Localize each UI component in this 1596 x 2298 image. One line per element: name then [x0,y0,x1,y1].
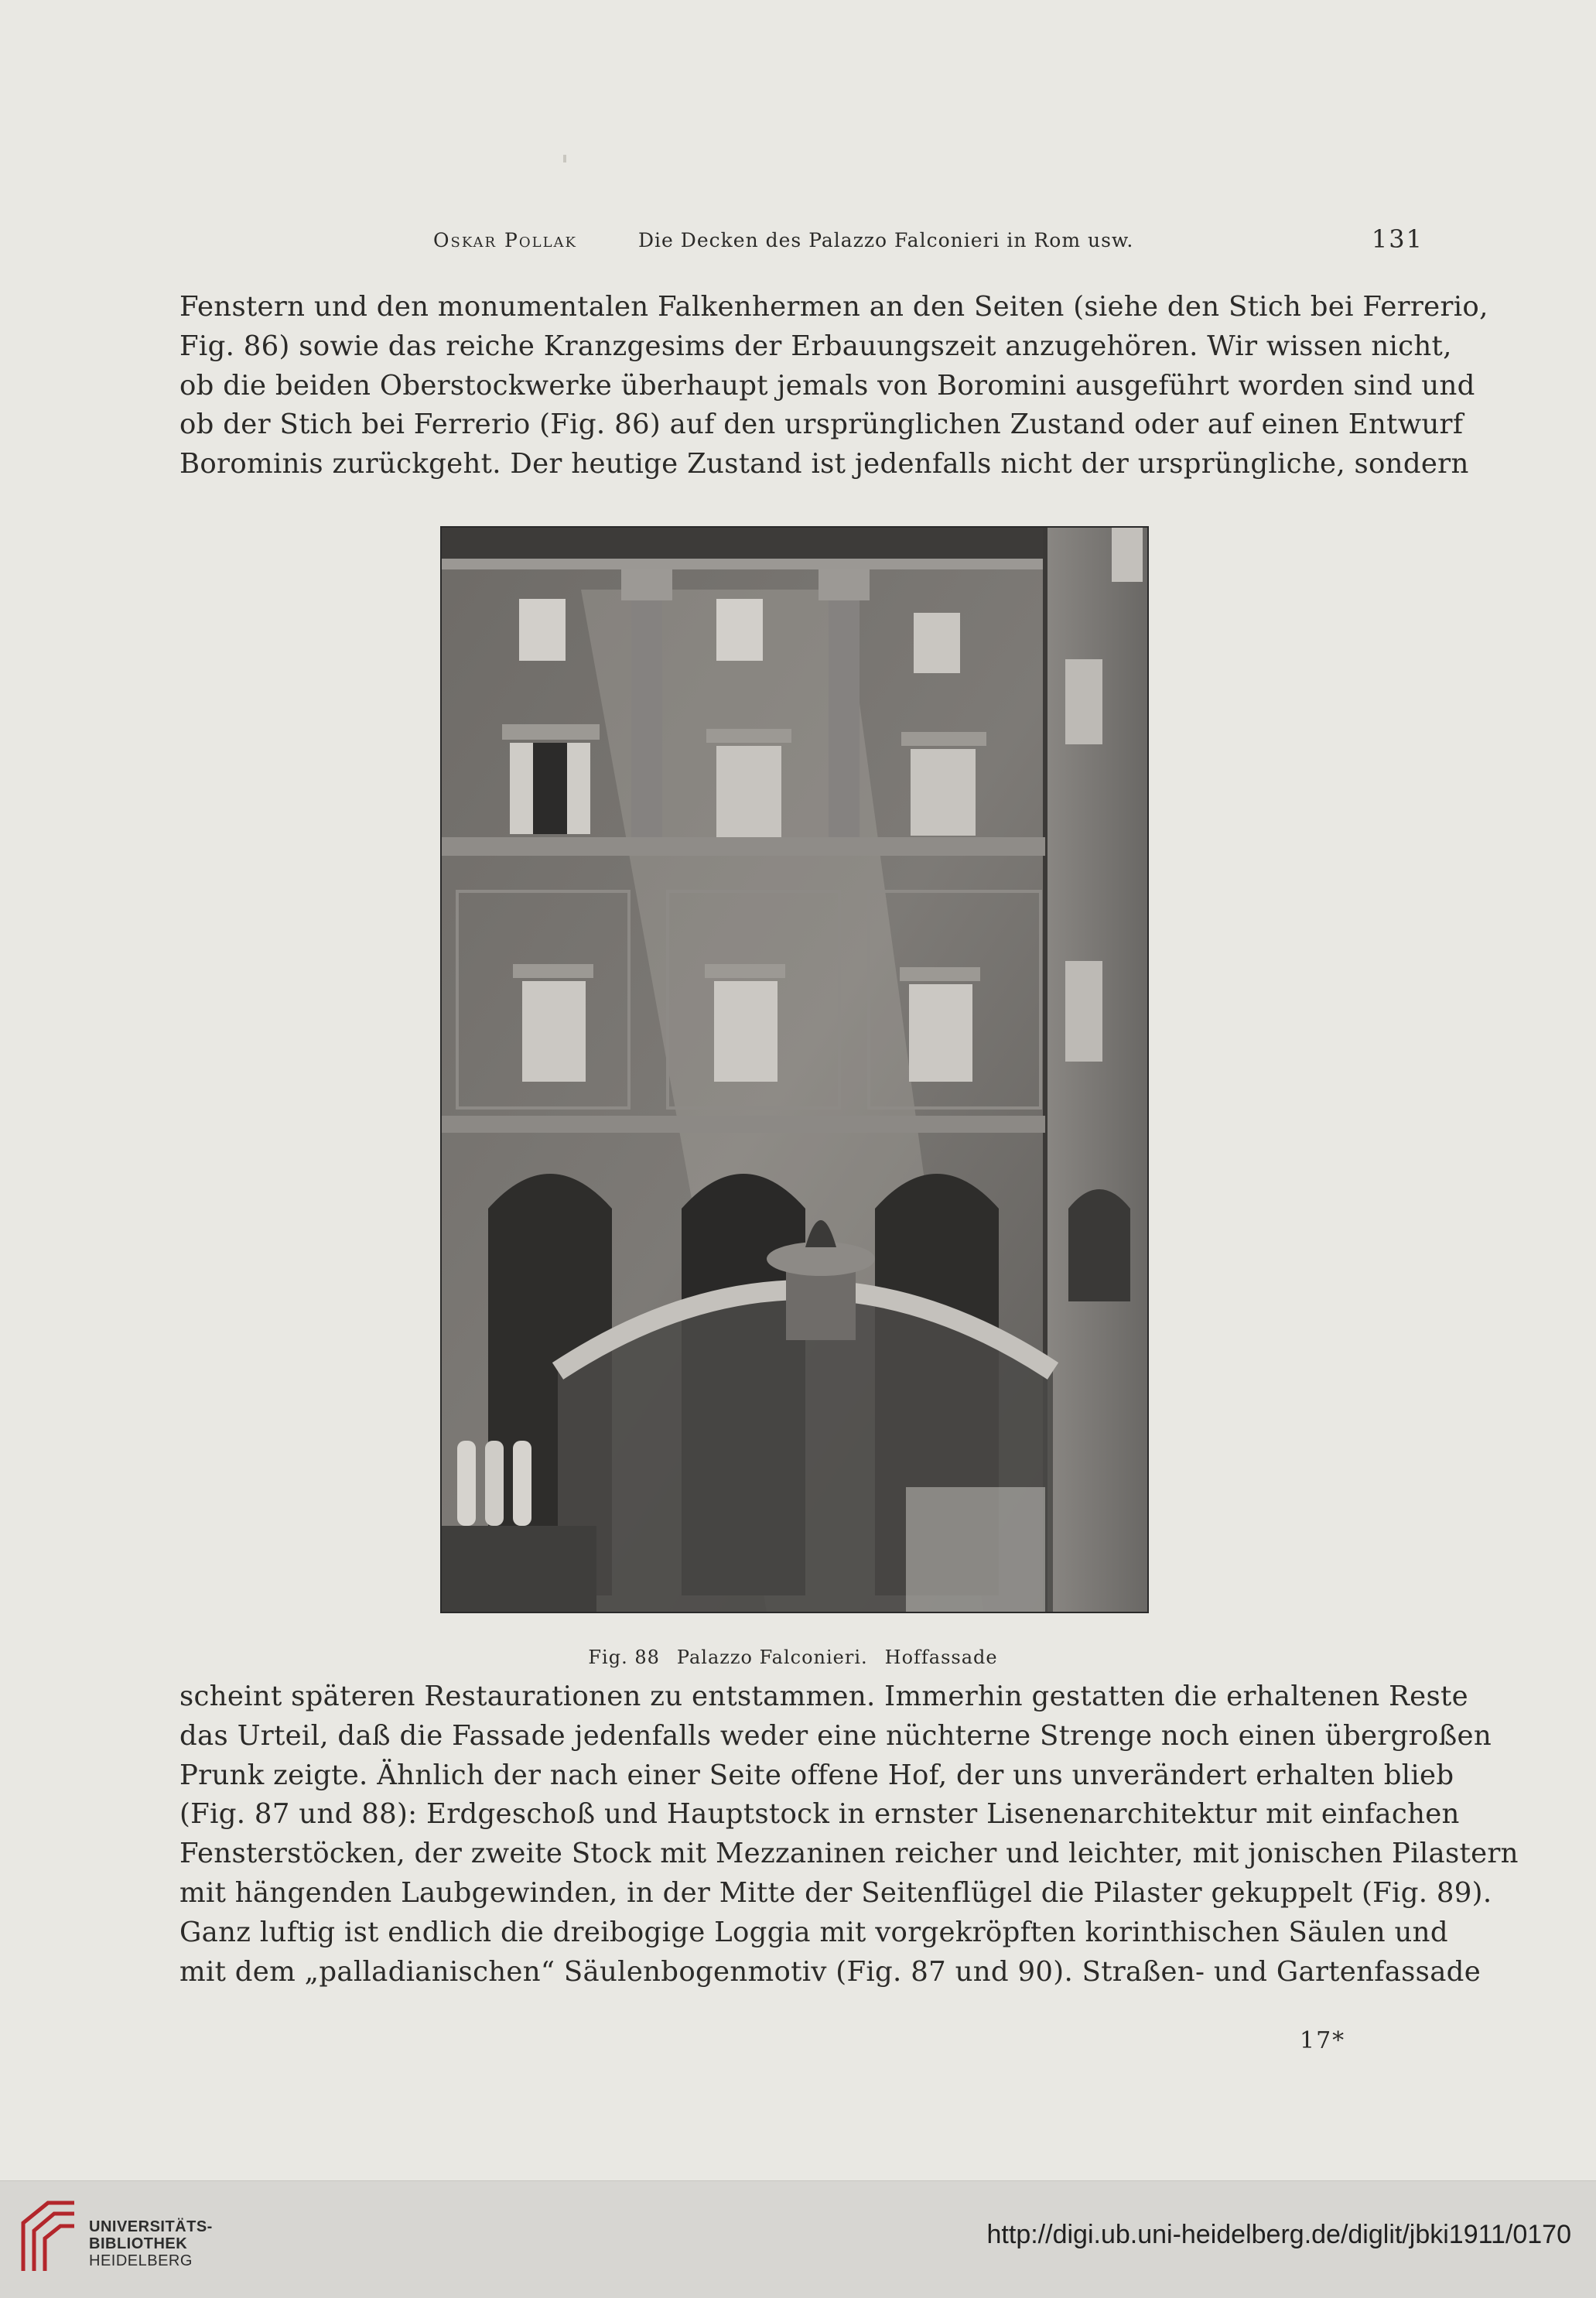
caption-text-1: Palazzo Falconieri. [676,1647,868,1668]
caption-number: Fig. 88 [588,1647,660,1668]
page-number: 131 [1371,224,1423,254]
caption-text-2: Hoffassade [884,1647,998,1668]
text-line: das Urteil, daß die Fassade jedenfalls weder eine nüchterne Strenge noch einen übergroßen [179,1719,1492,1752]
permalink-url[interactable]: http://digi.ub.uni-heidelberg.de/diglit/jbki1911/0170 [986,2220,1571,2249]
library-logo-icon [17,2200,80,2274]
footer-bar [0,2180,1596,2298]
library-line-3: HEIDELBERG [89,2252,193,2269]
paragraph-bottom [179,1677,1519,1992]
library-line-2: BIBLIOTHEK [89,2235,188,2252]
figure-caption [440,1647,1146,1668]
header-title: Die Decken des Palazzo Falconieri in Rom usw. [638,229,1134,251]
text-line: mit hängenden Laubgewinden, in der Mitte der Seitenflügel die Pilaster gekuppelt (Fig. 89). [179,1876,1492,1909]
courtyard-photograph [440,526,1149,1613]
text-line: scheint späteren Restaurationen zu entstammen. Immerhin gestatten die erhaltenen Reste [179,1681,1468,1712]
library-name [89,2218,213,2269]
signature-mark: 17* [1300,2027,1346,2054]
text-line: ob der Stich bei Ferrerio (Fig. 86) auf den ursprünglichen Zustand oder auf einen Entwurf [179,409,1464,441]
text-line: Fig. 86) sowie das reiche Kranzgesims der Erbauungszeit anzugehören. Wir wissen nicht, [179,330,1452,362]
text-line: (Fig. 87 und 88): Erdgeschoß und Hauptstock in ernster Lisenenarchitektur mit einfachen [179,1798,1460,1831]
text-line: ob die beiden Oberstockwerke überhaupt jemals von Boromini ausgeführt worden sind und [179,369,1475,402]
text-line: mit dem „palladianischen“ Säulenbogenmotiv (Fig. 87 und 90). Straßen- und Gartenfassade [179,1955,1481,1988]
text-line: Borominis zurückgeht. Der heutige Zustand ist jedenfalls nicht der ursprüngliche, sondern [179,448,1469,480]
text-line: Fensterstöcken, der zweite Stock mit Mezzaninen reicher und leichter, mit jonischen Pilastern [179,1838,1519,1870]
library-line-1: UNIVERSITÄTS- [89,2218,213,2235]
header-author: Oskar Pollak [433,229,577,251]
text-line: Fenstern und den monumentalen Falkenhermen an den Seiten (siehe den Stich bei Ferrerio, [179,291,1488,323]
running-header [178,224,1423,262]
page-speck [563,155,566,162]
paragraph-top [179,288,1488,484]
text-line: Ganz luftig ist endlich die dreibogige Loggia mit vorgekröpften korinthischen Säulen und [179,1916,1448,1948]
text-line: Prunk zeigte. Ähnlich der nach einer Seite offene Hof, der uns unverändert erhalten blieb [179,1759,1454,1791]
